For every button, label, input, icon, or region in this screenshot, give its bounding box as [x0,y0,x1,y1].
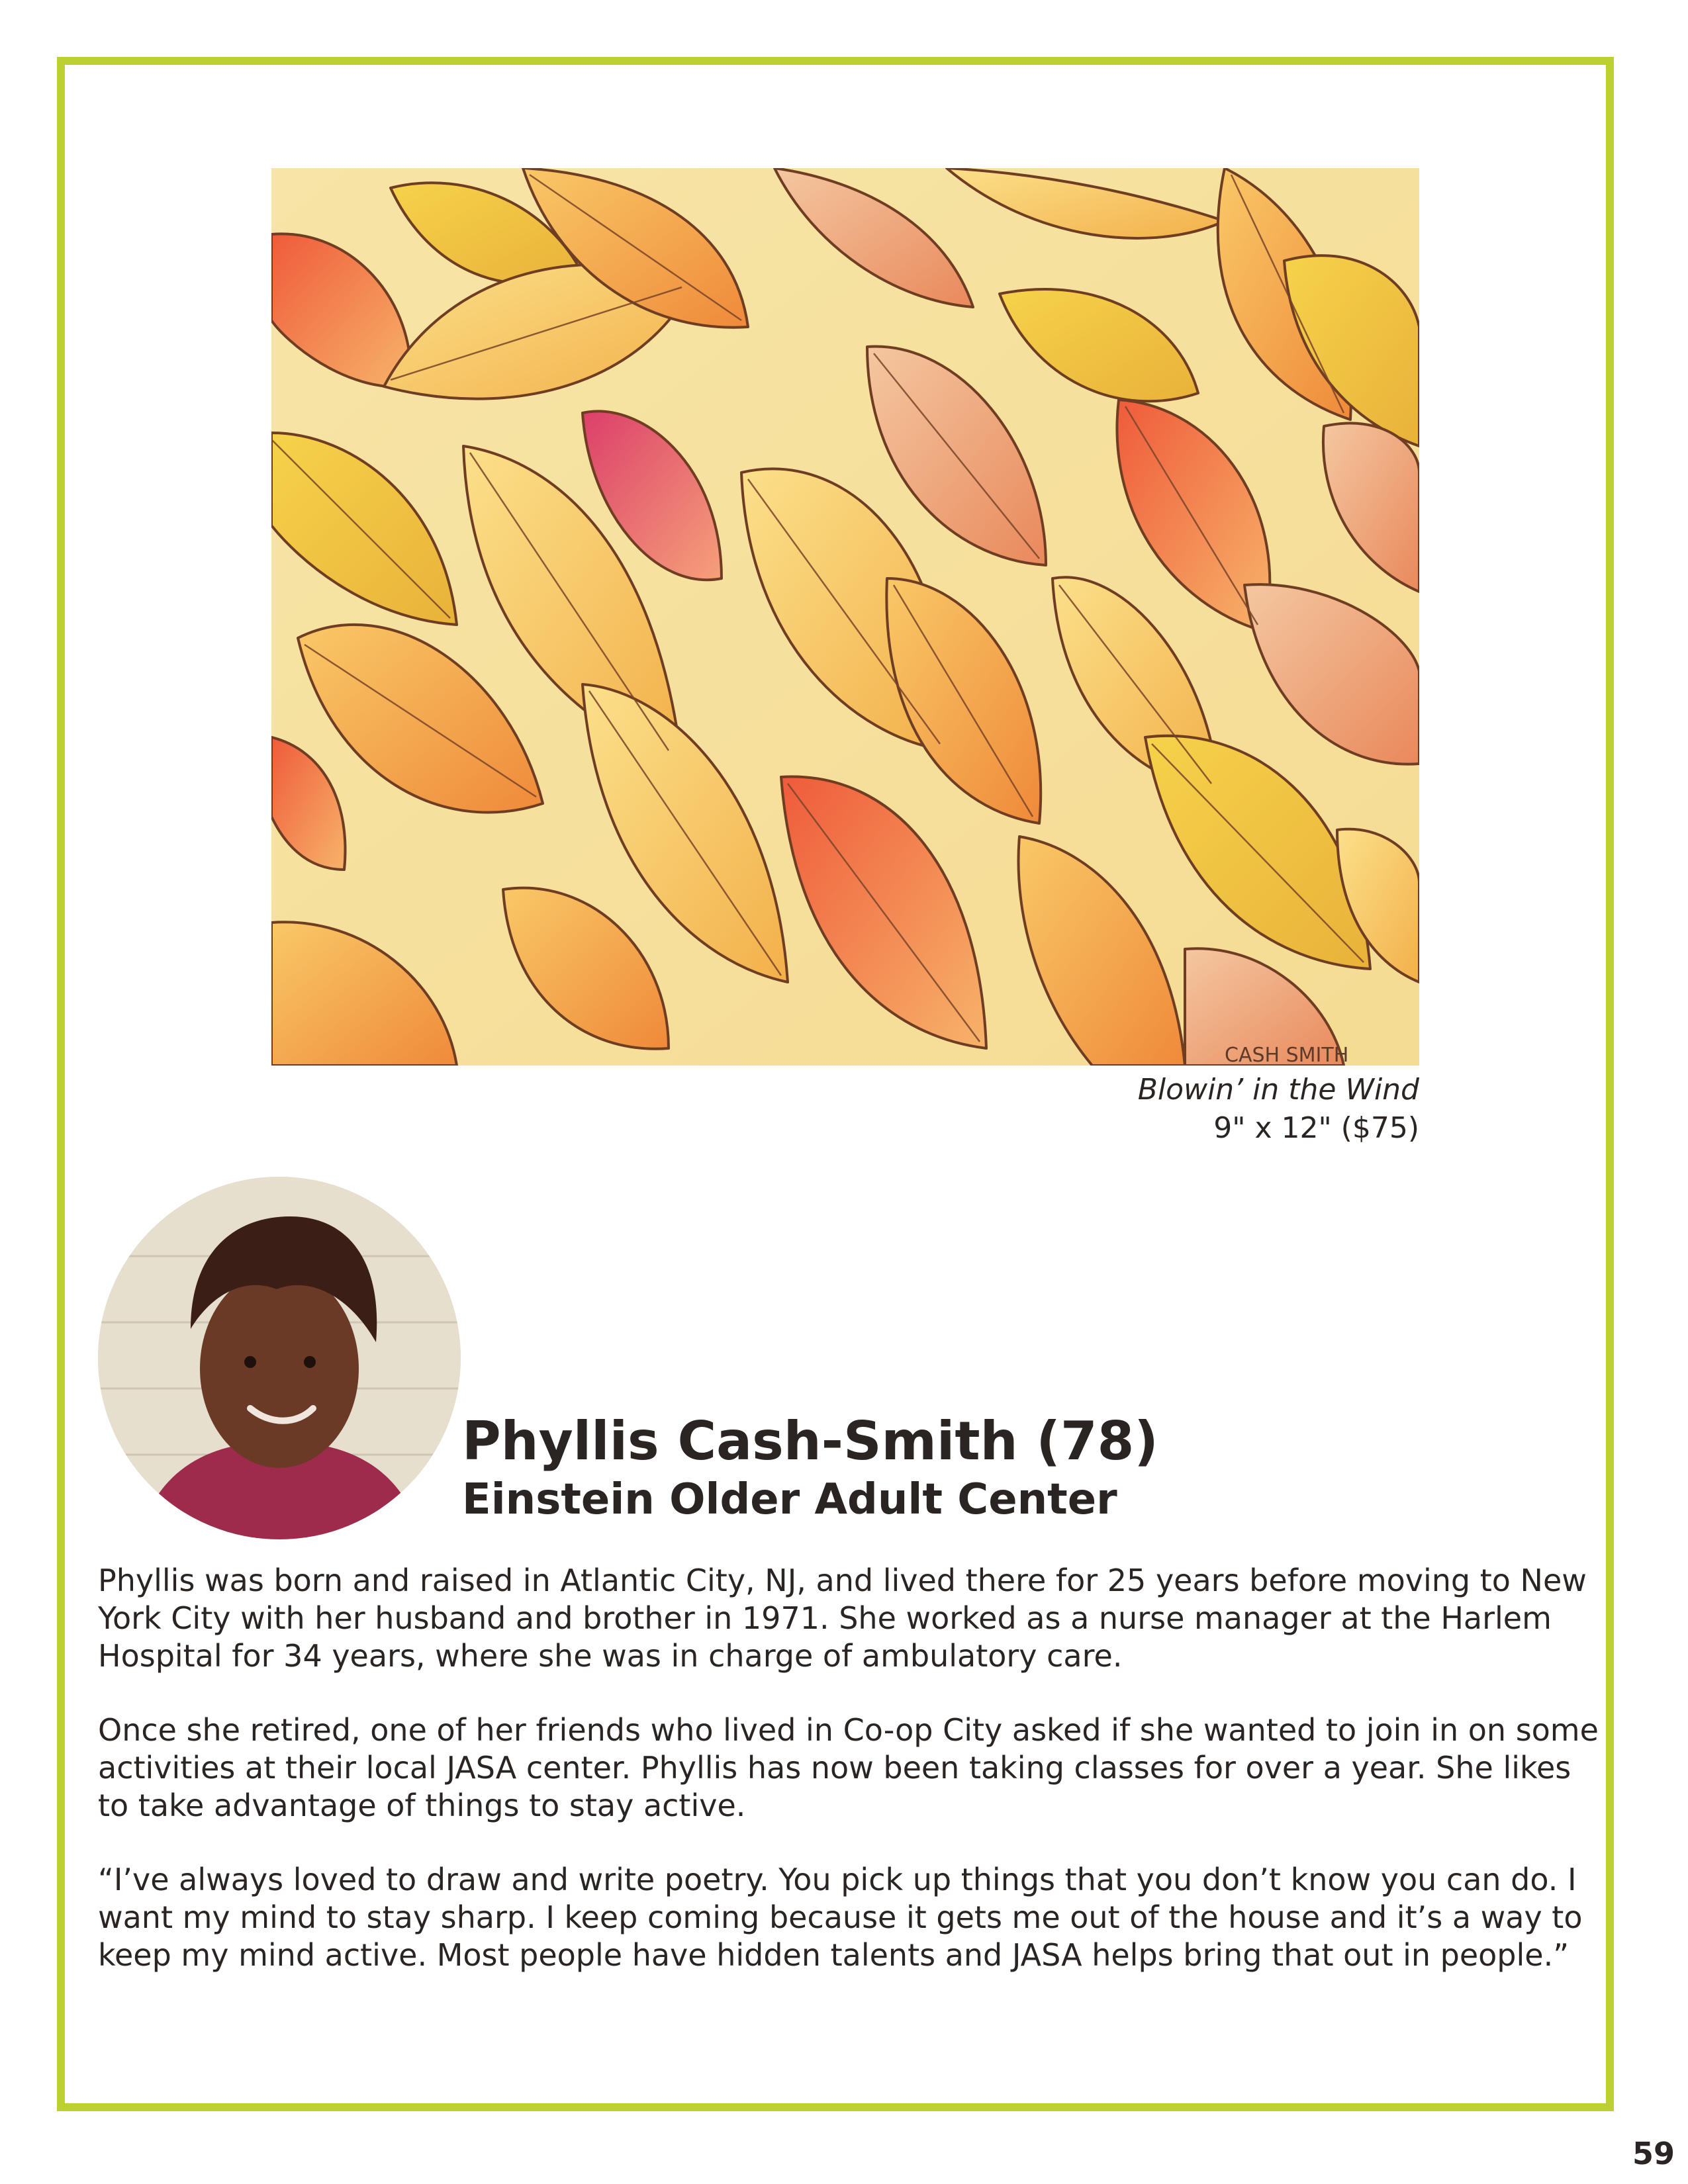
artist-portrait [98,1177,461,1539]
bio-quote: “I’ve always loved to draw and write poetry. You pick up things that you don’t know you can do. I want my mind to stay sharp. I keep coming because it gets me out of the house and it’s a way to keep my mind active. Most people have hidden talents and JASA helps bring that out in people.” [98,1862,1583,1973]
portrait-photo [98,1177,461,1539]
painting-signature: CASH SMITH [1225,1044,1349,1066]
page-number: 59 [1632,2136,1675,2171]
bio-paragraph: Phyllis was born and raised in Atlantic City, NJ, and lived there for 25 years before moving to New York City with her husband and brother in 1971. She worked as a nurse manager at the Harlem Hospital for 34 years, where she was in charge of ambulatory care. [98,1563,1587,1674]
artist-center: Einstein Older Adult Center [462,1475,1117,1524]
artist-bio [98,1562,1607,2011]
artwork-caption [1138,1071,1419,1148]
bio-paragraph: Once she retired, one of her friends who lived in Co-op City asked if she wanted to join in on some activities at their local JASA center. Phyllis has now been taking classes for over a year. She likes to take advantage of things to stay active. [98,1712,1599,1823]
artwork-image [271,168,1419,1066]
artwork-title: Blowin’ in the Wind [1137,1073,1419,1107]
artwork-size-price: 9" x 12" ($75) [1213,1111,1419,1145]
artist-name: Phyllis Cash-Smith (78) [462,1410,1158,1472]
leaf-painting [271,168,1419,1066]
